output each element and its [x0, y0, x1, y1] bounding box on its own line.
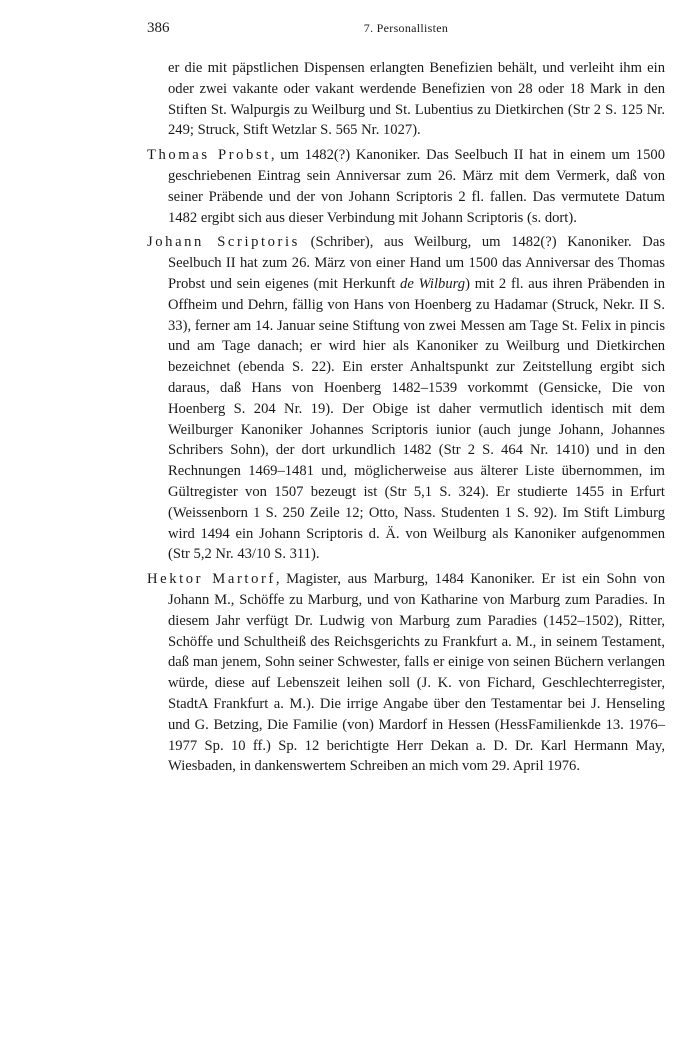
entry-hektor-martorf: [147, 569, 665, 777]
entry-thomas-probst: [147, 145, 665, 228]
entry-name: Johann Scriptoris: [147, 234, 300, 251]
entry-text: , Magister, aus Marburg, 1484 Kanoniker. Er ist ein Sohn von Johann M., Schöffe zu Marburg, und von Katharine von Marburg zum Paradies. In diesem Jahr verfügt Dr. Ludwig von Marburg zum Paradies (1452–1502), Ritter, Schöffe und Schultheiß des Reichsgerichts zu Frankfurt a. M., in seinem Testament, daß man jenem, Sohn seiner Schwester, falls er einige von seinen Büchern verlangen würde, diese auf Lebenszeit leihen soll (J. K. von Fichard, Geschlechterregister, StadtA Frankfurt a. M.). Die irrige Angabe über den Testamentar bei J. Henseling und G. Betzing, Die Familie (von) Mardorf in Hessen (HessFamilienkde 13. 1976–1977 Sp. 10 ff.) Sp. 12 berichtigte Herr Dekan a. D. Dr. Karl Hermann May, Wiesbaden, in dankenswertem Schreiben an mich vom 29. April 1976.: [168, 571, 665, 775]
entry-text-part-a: (Schriber), aus Weilburg, um 1482(?) Kanoniker. Das Seelbuch II hat zum 26. März von einer Hand um 1500 das Anniversar des Thomas Probst und sein eigenes (mit Herkunft: [168, 234, 665, 292]
entry-italic-origin: de Wilburg: [400, 275, 466, 292]
entry-text-part-b: ) mit 2 fl. aus ihren Präbenden in Offheim und Dehrn, fällig von Hans von Hoenberg zu Hadamar (Struck, Nekr. II S. 33), ferner am 14. Januar seine Stiftung von zwei Messen am Tage St. Felix in pincis und am Tage danach; er wird hier als Kanoniker zu Weilburg und Dietkirchen bezeichnet (ebenda S. 22). Ein erster Anhaltspunkt zur Zeitstellung ergibt sich daraus, daß Hans von Hoenberg 1482–1539 vorkommt (Gensicke, Die von Hoenberg S. 204 Nr. 19). Der Obige ist daher vermutlich identisch mit dem Weilburger Kanoniker Johannes Scriptoris iunior (auch junge Johann, Johannes Schribers Sohn), der dort urkundlich 1482 (Str 2 S. 464 Nr. 1410) und in den Rechnungen 1469–1481 und, möglicherweise aus älterer Liste übernommen, im Gültregister von 1507 bezeugt ist (Str 5,1 S. 324). Er studierte 1455 in Erfurt (Weissenborn 1 S. 250 Zeile 12; Otto, Nass. Studenten 1 S. 92). Im Stift Limburg wird 1494 ein Johann Scriptoris d. Ä. von Weilburg als Kanoniker aufgenommen (Str 5,2 Nr. 43/10 S. 311).: [168, 275, 665, 563]
body-text: [147, 58, 665, 781]
entry-text: , um 1482(?) Kanoniker. Das Seelbuch II hat in einem um 1500 geschriebenen Eintrag sein Anniversar zum 26. März mit dem Vermerk, daß von seiner Präbende und der von Johann Scriptoris 2 fl. fallen. Das vermutete Datum 1482 ergibt sich aus dieser Verbindung mit Johann Scriptoris (s. dort).: [168, 147, 665, 226]
page-number: 386: [147, 20, 170, 36]
entry-name: Thomas Probst: [147, 147, 271, 164]
entry-name: Hektor Martorf: [147, 571, 276, 588]
running-head: 7. Personallisten: [363, 21, 449, 35]
entry-continuation: [147, 58, 665, 141]
entry-johann-scriptoris: [147, 232, 665, 565]
entry-continuation-text: er die mit päpstlichen Dispensen erlangten Benefizien behält, und verleiht ihm ein oder zwei vakante oder vakant werdende Benefizien von 28 oder 18 Mark in den Stiften St. Walpurgis zu Weilburg und St. Lubentius zu Dietkirchen (Str 2 S. 125 Nr. 249; Struck, Stift Wetzlar S. 565 Nr. 1027).: [168, 60, 665, 139]
page-header: [147, 20, 665, 40]
